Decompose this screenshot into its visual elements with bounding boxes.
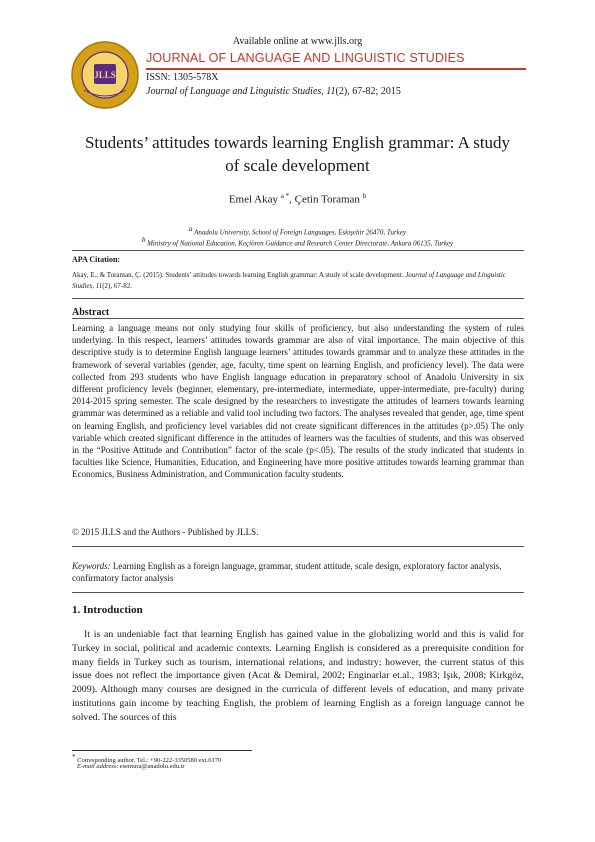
author-marks: b	[362, 192, 367, 200]
journal-logo	[70, 40, 140, 110]
jlls-seal-icon	[70, 40, 140, 110]
apa-citation: Akay, E., & Toraman, Ç. (2015). Students’ attitudes towards learning English grammar: A study of scale development. Journal of Language and Linguistic Studies, 11(2), 67-82.	[72, 271, 506, 290]
abstract-heading: Abstract	[72, 307, 110, 318]
footnote-rule	[72, 750, 252, 751]
introduction-text: It is an undeniable fact that learning English has gained value in the globalizing world and this is valid for Turkey in social, political and academic contexts. Learning English is considered as a prerequisite condition for many fields in Turkey such as tourism, international relations, and industry; however, the current status of this issue does not reflect the importance given (Acat & Demiral, 2002; Enginarlar et.al., 1983; Işık, 2008; Kirkgöz, 2009). Although many courses are designed in the curricula of different levels of education, and many private institutions gain income by teaching English, the problem of learning English as a foreign language cannot be solved. The sources of this	[72, 629, 524, 723]
divider	[72, 592, 524, 593]
divider	[72, 546, 524, 547]
keywords-label: Keywords:	[72, 561, 111, 571]
author-name: Çetin Toraman	[294, 193, 360, 206]
affiliation-b: $^b$ Ministry of National Education, Keçiören Guidance and Research Center Directorate, Ankara 06135, Turkey	[141, 236, 454, 248]
author-name: Emel Akay	[228, 193, 278, 206]
article-title: Students’ attitudes towards learning English grammar: A study of scale development	[84, 133, 511, 175]
divider	[72, 250, 524, 251]
affiliation-a: $^a$ Anadolu University, School of Foreign Languages, Eskişehir 26470, Turkey	[189, 225, 406, 237]
issn: ISSN: 1305-578X	[146, 72, 219, 83]
abstract-text: Learning a language means not only studying four skills of proficiency, but also understanding the system of rules underlying. In this respect, learners’ attitudes towards grammar are also of vital importance. The main objective of this descriptive study is to determine English language learners’ attitudes towards grammar and to analyze these attitudes in the framework of several variables (gender, age, faculty, time spent on learning English, and proficiency level). The data were collected from 293 students who have English language education in preparatory school of Anadolu University in six different proficiency levels (beginner, elementary, pre-intermediate, intermediate, upper-intermediate, pre-faculty) during 2014-2015 spring semester. The scale designed by the researchers to investigate the attitudes of learners towards learning grammar was determined as a reliable and valid tool including two factors. The analyses revealed that gender, age, time spent on learning English, and proficiency level variables did not create significant differences in the attitudes (p>.05) The only variable which created significant difference in the attitudes of learners was the faculties of students, and this was observed in the “Positive Attitude and Contribution” factor of the scale (p<.05). The results of the study indicated that students in faculties like Science, Humanities, Education, and Engineering have more positive attitudes towards learning grammar than Economics, Business Administration, and Communication faculty students.	[72, 323, 524, 480]
author-line: Emel Akay $^{a *}$, Çetin Toraman $^b$	[228, 192, 367, 206]
section-heading: 1. Introduction	[72, 604, 143, 616]
citation-journal: Journal of Language and Linguistic Studies,	[146, 86, 327, 97]
banner-rule	[146, 68, 526, 70]
copyright: © 2015 JLLS and the Authors - Published by JLLS.	[72, 527, 259, 537]
apa-heading: APA Citation:	[72, 255, 121, 264]
journal-citation	[146, 86, 401, 97]
svg-text:JLLS: JLLS	[94, 70, 116, 80]
citation-rest: (2), 67-82; 2015	[335, 86, 401, 97]
author-marks: a *	[280, 192, 290, 200]
keywords	[72, 560, 524, 584]
divider	[72, 318, 524, 319]
available-online-line: Available online at www.jlls.org	[232, 36, 363, 47]
citation-volume: 11	[326, 86, 336, 97]
footnote-corresponding: * Corresponding author. Tel.: +90-222-3350580 ext.6170	[72, 753, 222, 765]
keywords-text: Learning English as a foreign language, grammar, student attitude, scale design, exploratory factor analysis, confirmatory factor analysis	[72, 561, 502, 584]
journal-banner: JOURNAL OF LANGUAGE AND LINGUISTIC STUDIES	[146, 51, 465, 65]
divider	[72, 298, 524, 299]
footnote-email: E-mail address: esentura@anadolu.edu.tr	[77, 763, 185, 770]
